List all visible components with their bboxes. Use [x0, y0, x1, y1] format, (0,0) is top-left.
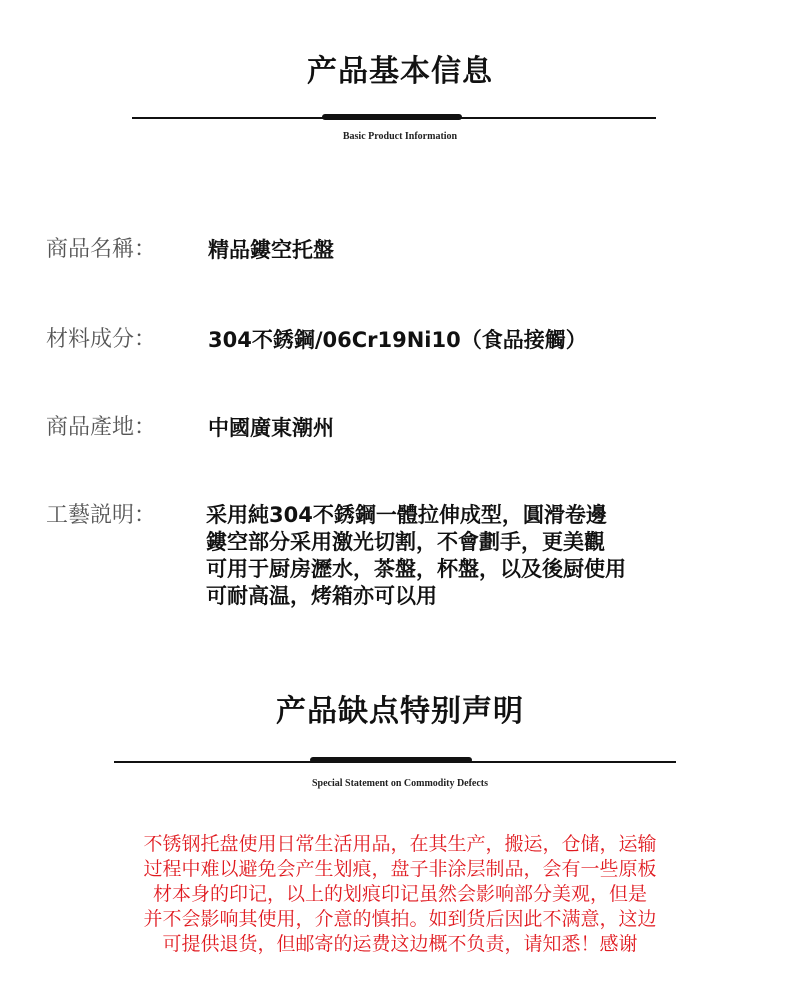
- craft-line: 可用于厨房瀝水，茶盤，杯盤，以及後厨使用: [206, 557, 626, 581]
- craft-label: 工藝説明：: [46, 503, 157, 528]
- basic-info-subtitle: Basic Product Information: [342, 131, 458, 142]
- product-name-value: 精品鏤空托盤: [208, 238, 334, 262]
- basic-info-title: 产品基本信息: [307, 54, 493, 89]
- product-name-label: 商品名稱：: [46, 237, 157, 262]
- craft-line: 采用純304不銹鋼一體拉伸成型，圓滑卷邊: [206, 503, 607, 527]
- craft-line: 可耐高温，烤箱亦可以用: [206, 584, 437, 608]
- defect-line: 并不会影响其使用，介意的慎拍。如到货后因此不满意，这边: [143, 908, 657, 930]
- defect-line: 材本身的印记，以上的划痕印记虽然会影响部分美观，但是: [152, 883, 647, 905]
- defects-heading: [0, 692, 800, 752]
- material-label: 材料成分：: [46, 327, 157, 352]
- defect-line: 不锈钢托盘使用日常生活用品，在其生产，搬运，仓储，运输: [143, 833, 657, 855]
- defects-divider-accent: [310, 757, 472, 763]
- defects-title: 产品缺点特别声明: [276, 694, 524, 729]
- defect-line: 过程中难以避免会产生划痕，盘子非涂层制品，会有一些原板: [143, 858, 657, 880]
- basic-info-divider-accent: [322, 114, 462, 120]
- origin-label: 商品產地：: [46, 415, 157, 440]
- craft-line: 鏤空部分采用激光切割，不會劃手，更美觀: [206, 530, 605, 554]
- material-value: 304不銹鋼/06Cr19Ni10（食品接觸）: [208, 328, 587, 352]
- origin-value: 中國廣東潮州: [208, 416, 334, 440]
- craft-description: [206, 502, 626, 610]
- defect-notice: [0, 832, 800, 957]
- defect-line: 可提供退货，但邮寄的运费这边概不负责，请知悉！感谢: [162, 933, 638, 955]
- defects-subtitle: Special Statement on Commodity Defects: [311, 778, 489, 789]
